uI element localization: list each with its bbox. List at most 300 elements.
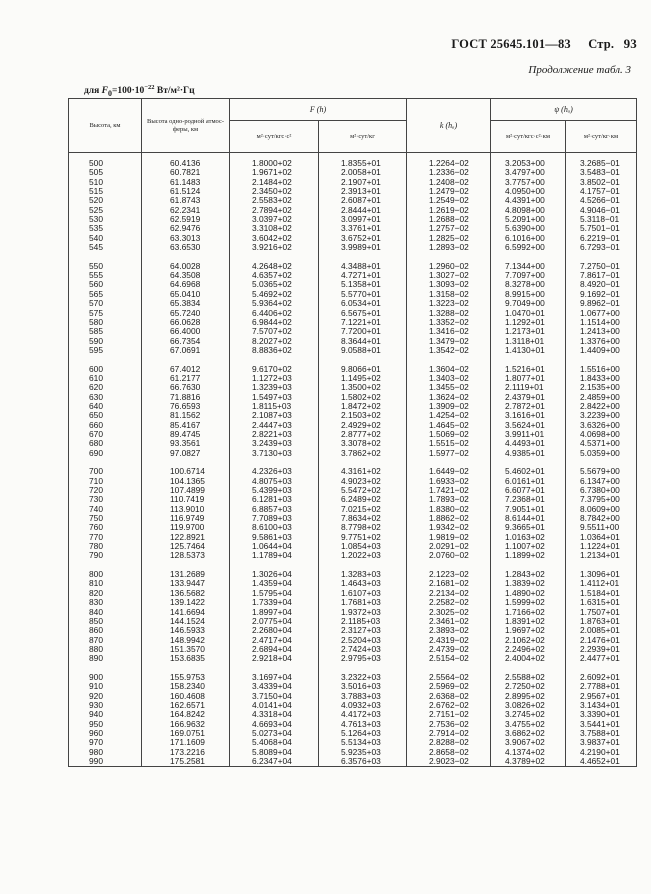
cell-F-kgs: 3.6042+02 bbox=[230, 234, 319, 243]
cell-altitude: 535 bbox=[69, 224, 142, 233]
cell-psi-kgs: 1.9697+02 bbox=[491, 626, 566, 635]
cell-psi-kg: 8.4920−01 bbox=[566, 280, 637, 289]
cell-homogeneous-height: 66.7354 bbox=[142, 337, 230, 346]
cell-psi-kg: 3.5441+01 bbox=[566, 720, 637, 729]
cell-F-kg: 1.9372+03 bbox=[319, 608, 407, 617]
cell-homogeneous-height: 89.4745 bbox=[142, 430, 230, 439]
cell-altitude: 530 bbox=[69, 215, 142, 224]
cell-k: 1.3223−02 bbox=[407, 299, 491, 308]
cell-F-kg: 9.0588+01 bbox=[319, 346, 407, 355]
cell-F-kg: 3.3078+02 bbox=[319, 439, 407, 448]
cell-psi-kgs: 3.2053+00 bbox=[491, 153, 566, 169]
cell-F-kgs: 9.5861+03 bbox=[230, 533, 319, 542]
cell-homogeneous-height: 110.7419 bbox=[142, 495, 230, 504]
table-row bbox=[69, 551, 637, 560]
cell-homogeneous-height: 76.6593 bbox=[142, 402, 230, 411]
cell-F-kgs: 5.4068+04 bbox=[230, 738, 319, 747]
cell-k: 1.7421−02 bbox=[407, 486, 491, 495]
cell-altitude: 570 bbox=[69, 299, 142, 308]
cell-psi-kgs: 6.5992+00 bbox=[491, 243, 566, 252]
cell-homogeneous-height: 136.5682 bbox=[142, 589, 230, 598]
cell-F-kgs: 3.4339+04 bbox=[230, 682, 319, 691]
cell-F-kg: 9.7751+02 bbox=[319, 533, 407, 542]
cell-psi-kgs: 1.1007+02 bbox=[491, 542, 566, 551]
cell-altitude: 545 bbox=[69, 243, 142, 252]
cell-psi-kg: 2.0085+01 bbox=[566, 626, 637, 635]
col-header-psi-unit2: м²·сут/кг·км bbox=[566, 121, 637, 153]
cell-psi-kg: 6.2219−01 bbox=[566, 234, 637, 243]
cell-altitude: 585 bbox=[69, 327, 142, 336]
cell-F-kgs: 4.2648+02 bbox=[230, 262, 319, 271]
cell-altitude: 760 bbox=[69, 523, 142, 532]
cell-psi-kg: 3.5483−01 bbox=[566, 168, 637, 177]
cell-altitude: 540 bbox=[69, 234, 142, 243]
cell-k: 1.7893−02 bbox=[407, 495, 491, 504]
cell-psi-kgs: 3.4797+00 bbox=[491, 168, 566, 177]
cell-F-kg: 6.3576+03 bbox=[319, 757, 407, 767]
cell-psi-kgs: 1.5999+02 bbox=[491, 598, 566, 607]
cell-psi-kg: 3.3390+01 bbox=[566, 710, 637, 719]
cell-altitude: 790 bbox=[69, 551, 142, 560]
cell-F-kg: 3.9989+01 bbox=[319, 243, 407, 252]
cell-F-kgs: 2.4717+04 bbox=[230, 636, 319, 645]
cell-psi-kgs: 1.0470+01 bbox=[491, 309, 566, 318]
cell-homogeneous-height: 153.6835 bbox=[142, 654, 230, 663]
cell-psi-kg: 3.8502−01 bbox=[566, 178, 637, 187]
cell-homogeneous-height: 171.1609 bbox=[142, 738, 230, 747]
col-header-F-unit2: м²·сут/кг bbox=[319, 121, 407, 153]
cell-psi-kg: 1.2413+00 bbox=[566, 327, 637, 336]
cell-psi-kg: 6.7293−01 bbox=[566, 243, 637, 252]
cell-homogeneous-height: 66.7630 bbox=[142, 383, 230, 392]
cell-homogeneous-height: 60.4136 bbox=[142, 153, 230, 169]
cell-altitude: 525 bbox=[69, 206, 142, 215]
cell-F-kg: 5.1358+01 bbox=[319, 280, 407, 289]
cell-k: 1.3093−02 bbox=[407, 280, 491, 289]
col-header-F: F (h) bbox=[230, 99, 407, 121]
cell-altitude: 505 bbox=[69, 168, 142, 177]
cell-F-kgs: 1.0644+04 bbox=[230, 542, 319, 551]
cell-F-kg: 7.8634+02 bbox=[319, 514, 407, 523]
cell-psi-kgs: 1.1292+01 bbox=[491, 318, 566, 327]
cell-k: 1.2336−02 bbox=[407, 168, 491, 177]
cell-k: 1.2264−02 bbox=[407, 153, 491, 169]
cell-homogeneous-height: 146.5933 bbox=[142, 626, 230, 635]
cell-k: 2.2134−02 bbox=[407, 589, 491, 598]
cell-F-kgs: 3.3108+02 bbox=[230, 224, 319, 233]
cell-F-kg: 4.9023+02 bbox=[319, 477, 407, 486]
col-header-psi: ψ (hₐ) bbox=[491, 99, 637, 121]
cell-homogeneous-height: 151.3570 bbox=[142, 645, 230, 654]
cell-psi-kg: 4.5266−01 bbox=[566, 196, 637, 205]
cell-psi-kgs: 6.1016+00 bbox=[491, 234, 566, 243]
cell-F-kg: 7.0215+02 bbox=[319, 505, 407, 514]
cell-psi-kg: 3.7588+01 bbox=[566, 729, 637, 738]
cell-F-kg: 9.8066+01 bbox=[319, 365, 407, 374]
cell-homogeneous-height: 169.0751 bbox=[142, 729, 230, 738]
cell-psi-kgs: 8.6144+01 bbox=[491, 514, 566, 523]
cell-altitude: 800 bbox=[69, 570, 142, 579]
cell-k: 1.2757−02 bbox=[407, 224, 491, 233]
cell-homogeneous-height: 62.9476 bbox=[142, 224, 230, 233]
cell-homogeneous-height: 128.5373 bbox=[142, 551, 230, 560]
cell-F-kgs: 2.8221+03 bbox=[230, 430, 319, 439]
cell-homogeneous-height: 85.4167 bbox=[142, 421, 230, 430]
cell-homogeneous-height: 164.8242 bbox=[142, 710, 230, 719]
cell-altitude: 550 bbox=[69, 262, 142, 271]
cell-psi-kgs: 3.6862+02 bbox=[491, 729, 566, 738]
cell-k: 1.5977−02 bbox=[407, 449, 491, 458]
cell-F-kgs: 2.1484+02 bbox=[230, 178, 319, 187]
cell-k: 2.6368−02 bbox=[407, 692, 491, 701]
cell-psi-kgs: 4.0950+00 bbox=[491, 187, 566, 196]
cell-altitude: 850 bbox=[69, 617, 142, 626]
cell-altitude: 555 bbox=[69, 271, 142, 280]
col-header-altitude: Высота, км bbox=[69, 99, 142, 153]
cell-F-kgs: 6.4406+02 bbox=[230, 309, 319, 318]
cell-F-kgs: 2.5583+02 bbox=[230, 196, 319, 205]
cell-homogeneous-height: 116.9749 bbox=[142, 514, 230, 523]
cell-F-kgs: 1.5795+04 bbox=[230, 589, 319, 598]
cell-F-kg: 6.0534+01 bbox=[319, 299, 407, 308]
cell-psi-kgs: 1.4890+02 bbox=[491, 589, 566, 598]
cell-F-kgs: 1.3239+03 bbox=[230, 383, 319, 392]
cell-altitude: 510 bbox=[69, 178, 142, 187]
cell-F-kg: 4.7271+01 bbox=[319, 271, 407, 280]
cell-F-kg: 2.7424+03 bbox=[319, 645, 407, 654]
cell-k: 1.3403−02 bbox=[407, 374, 491, 383]
cell-F-kgs: 6.9844+02 bbox=[230, 318, 319, 327]
table-row bbox=[69, 243, 637, 252]
cell-F-kg: 7.1221+01 bbox=[319, 318, 407, 327]
cell-psi-kgs: 3.0826+02 bbox=[491, 701, 566, 710]
cell-psi-kgs: 4.8098+00 bbox=[491, 206, 566, 215]
cell-F-kg: 3.5016+03 bbox=[319, 682, 407, 691]
cell-psi-kgs: 2.5588+02 bbox=[491, 673, 566, 682]
cell-homogeneous-height: 62.2341 bbox=[142, 206, 230, 215]
cell-k: 2.9023−02 bbox=[407, 757, 491, 767]
cell-homogeneous-height: 144.1524 bbox=[142, 617, 230, 626]
cell-homogeneous-height: 61.2177 bbox=[142, 374, 230, 383]
cell-psi-kg: 5.7501−01 bbox=[566, 224, 637, 233]
cell-F-kgs: 1.1789+04 bbox=[230, 551, 319, 560]
cell-F-kgs: 1.7339+04 bbox=[230, 598, 319, 607]
cell-psi-kgs: 1.8391+02 bbox=[491, 617, 566, 626]
cell-k: 1.3352−02 bbox=[407, 318, 491, 327]
cell-psi-kg: 1.1224+01 bbox=[566, 542, 637, 551]
cell-homogeneous-height: 63.3013 bbox=[142, 234, 230, 243]
cell-psi-kgs: 3.1616+01 bbox=[491, 411, 566, 420]
cell-k: 1.3479−02 bbox=[407, 337, 491, 346]
cell-homogeneous-height: 166.9632 bbox=[142, 720, 230, 729]
cell-homogeneous-height: 64.3508 bbox=[142, 271, 230, 280]
cell-F-kgs: 1.9671+02 bbox=[230, 168, 319, 177]
cell-altitude: 580 bbox=[69, 318, 142, 327]
cell-psi-kg: 9.1692−01 bbox=[566, 290, 637, 299]
cell-F-kg: 1.7681+03 bbox=[319, 598, 407, 607]
cell-F-kgs: 5.4399+03 bbox=[230, 486, 319, 495]
cell-homogeneous-height: 81.1562 bbox=[142, 411, 230, 420]
cell-altitude: 600 bbox=[69, 365, 142, 374]
cell-psi-kgs: 1.4130+01 bbox=[491, 346, 566, 355]
cell-altitude: 870 bbox=[69, 636, 142, 645]
cell-altitude: 770 bbox=[69, 533, 142, 542]
cell-k: 2.8288−02 bbox=[407, 738, 491, 747]
cell-F-kg: 4.0932+03 bbox=[319, 701, 407, 710]
cell-altitude: 620 bbox=[69, 383, 142, 392]
cell-F-kg: 5.1264+03 bbox=[319, 729, 407, 738]
cell-F-kg: 1.0854+03 bbox=[319, 542, 407, 551]
cell-homogeneous-height: 131.2689 bbox=[142, 570, 230, 579]
cell-F-kgs: 2.9218+04 bbox=[230, 654, 319, 663]
cell-psi-kg: 7.2750−01 bbox=[566, 262, 637, 271]
cell-psi-kg: 1.6315+01 bbox=[566, 598, 637, 607]
cell-F-kg: 2.4929+02 bbox=[319, 421, 407, 430]
cell-altitude: 930 bbox=[69, 701, 142, 710]
cell-psi-kgs: 3.7757+00 bbox=[491, 178, 566, 187]
cell-homogeneous-height: 162.6571 bbox=[142, 701, 230, 710]
cell-F-kgs: 7.7089+03 bbox=[230, 514, 319, 523]
cell-homogeneous-height: 155.9753 bbox=[142, 673, 230, 682]
cell-psi-kg: 2.6092+01 bbox=[566, 673, 637, 682]
cell-psi-kgs: 1.2173+01 bbox=[491, 327, 566, 336]
cell-k: 1.3604−02 bbox=[407, 365, 491, 374]
cell-psi-kgs: 1.3839+02 bbox=[491, 579, 566, 588]
cell-altitude: 610 bbox=[69, 374, 142, 383]
cell-psi-kgs: 2.7872+01 bbox=[491, 402, 566, 411]
cell-k: 2.8658−02 bbox=[407, 748, 491, 757]
cell-altitude: 700 bbox=[69, 467, 142, 476]
cell-k: 1.3416−02 bbox=[407, 327, 491, 336]
cell-F-kg: 3.3761+01 bbox=[319, 224, 407, 233]
cell-k: 1.5069−02 bbox=[407, 430, 491, 439]
cell-altitude: 750 bbox=[69, 514, 142, 523]
cell-psi-kg: 1.8433+00 bbox=[566, 374, 637, 383]
cell-F-kgs: 2.2680+04 bbox=[230, 626, 319, 635]
cell-psi-kgs: 4.4391+00 bbox=[491, 196, 566, 205]
cell-psi-kg: 3.6326+00 bbox=[566, 421, 637, 430]
cell-altitude: 830 bbox=[69, 598, 142, 607]
cell-homogeneous-height: 66.4000 bbox=[142, 327, 230, 336]
cell-k: 1.9819−02 bbox=[407, 533, 491, 542]
cell-altitude: 940 bbox=[69, 710, 142, 719]
cell-F-kgs: 1.4359+04 bbox=[230, 579, 319, 588]
cell-F-kg: 6.5675+01 bbox=[319, 309, 407, 318]
cell-homogeneous-height: 61.5124 bbox=[142, 187, 230, 196]
table-condition: для $F_0=100\cdot 10^{-22}$ Вт/м²·Гц bbox=[84, 84, 195, 99]
cell-k: 2.5969−02 bbox=[407, 682, 491, 691]
cell-altitude: 860 bbox=[69, 626, 142, 635]
cell-psi-kgs: 7.1344+00 bbox=[491, 262, 566, 271]
cell-F-kg: 1.5802+02 bbox=[319, 393, 407, 402]
cell-F-kgs: 4.6357+02 bbox=[230, 271, 319, 280]
cell-F-kgs: 5.4692+02 bbox=[230, 290, 319, 299]
cell-altitude: 650 bbox=[69, 411, 142, 420]
cell-psi-kg: 1.2134+01 bbox=[566, 551, 637, 560]
cell-F-kg: 2.6087+01 bbox=[319, 196, 407, 205]
cell-psi-kg: 1.5516+00 bbox=[566, 365, 637, 374]
cell-psi-kg: 1.3096+01 bbox=[566, 570, 637, 579]
cell-psi-kgs: 9.7049+00 bbox=[491, 299, 566, 308]
cell-altitude: 840 bbox=[69, 608, 142, 617]
cell-F-kgs: 1.3026+04 bbox=[230, 570, 319, 579]
cell-psi-kgs: 3.9911+01 bbox=[491, 430, 566, 439]
cell-altitude: 670 bbox=[69, 430, 142, 439]
cell-F-kg: 8.3644+01 bbox=[319, 337, 407, 346]
cell-psi-kgs: 2.4379+01 bbox=[491, 393, 566, 402]
cell-altitude: 730 bbox=[69, 495, 142, 504]
cell-altitude: 500 bbox=[69, 153, 142, 169]
cell-k: 2.3025−02 bbox=[407, 608, 491, 617]
cell-F-kg: 5.5472+02 bbox=[319, 486, 407, 495]
cell-F-kg: 2.1185+03 bbox=[319, 617, 407, 626]
cell-psi-kg: 2.4477+01 bbox=[566, 654, 637, 663]
cell-F-kgs: 1.1272+03 bbox=[230, 374, 319, 383]
cell-homogeneous-height: 125.7464 bbox=[142, 542, 230, 551]
cell-psi-kg: 2.4859+00 bbox=[566, 393, 637, 402]
cell-k: 1.2408−02 bbox=[407, 178, 491, 187]
cell-psi-kgs: 4.3789+02 bbox=[491, 757, 566, 767]
cell-k: 2.5564−02 bbox=[407, 673, 491, 682]
cell-psi-kg: 5.0359+00 bbox=[566, 449, 637, 458]
table-row bbox=[69, 654, 637, 663]
cell-F-kg: 1.1495+02 bbox=[319, 374, 407, 383]
cell-homogeneous-height: 71.8816 bbox=[142, 393, 230, 402]
page-header bbox=[451, 36, 637, 52]
cell-k: 2.2582−02 bbox=[407, 598, 491, 607]
cell-F-kgs: 5.8089+04 bbox=[230, 748, 319, 757]
cell-k: 1.3288−02 bbox=[407, 309, 491, 318]
cell-homogeneous-height: 61.1483 bbox=[142, 178, 230, 187]
cell-F-kgs: 3.1697+04 bbox=[230, 673, 319, 682]
cell-homogeneous-height: 65.0410 bbox=[142, 290, 230, 299]
cell-psi-kgs: 1.1899+02 bbox=[491, 551, 566, 560]
cell-homogeneous-height: 119.9700 bbox=[142, 523, 230, 532]
cell-F-kgs: 2.1087+03 bbox=[230, 411, 319, 420]
cell-k: 1.5515−02 bbox=[407, 439, 491, 448]
cell-homogeneous-height: 93.3561 bbox=[142, 439, 230, 448]
cell-F-kg: 2.1907+01 bbox=[319, 178, 407, 187]
cell-psi-kgs: 8.9915+00 bbox=[491, 290, 566, 299]
cell-altitude: 560 bbox=[69, 280, 142, 289]
cell-psi-kgs: 2.4004+02 bbox=[491, 654, 566, 663]
cell-k: 2.1681−02 bbox=[407, 579, 491, 588]
cell-k: 1.6933−02 bbox=[407, 477, 491, 486]
cell-psi-kg: 9.5511+00 bbox=[566, 523, 637, 532]
cell-k: 1.4645−02 bbox=[407, 421, 491, 430]
table-row bbox=[69, 449, 637, 458]
cell-psi-kg: 5.3118−01 bbox=[566, 215, 637, 224]
cell-F-kgs: 4.3318+04 bbox=[230, 710, 319, 719]
cell-psi-kgs: 3.9067+02 bbox=[491, 738, 566, 747]
cell-altitude: 690 bbox=[69, 449, 142, 458]
cell-homogeneous-height: 62.5919 bbox=[142, 215, 230, 224]
cell-psi-kg: 1.4112+01 bbox=[566, 579, 637, 588]
cell-F-kg: 4.3161+02 bbox=[319, 467, 407, 476]
cell-psi-kg: 3.2239+00 bbox=[566, 411, 637, 420]
cell-homogeneous-height: 63.6530 bbox=[142, 243, 230, 252]
cell-altitude: 590 bbox=[69, 337, 142, 346]
cell-psi-kg: 4.4652+01 bbox=[566, 757, 637, 767]
cell-homogeneous-height: 64.6968 bbox=[142, 280, 230, 289]
cell-psi-kgs: 2.8995+02 bbox=[491, 692, 566, 701]
cell-psi-kgs: 7.2368+01 bbox=[491, 495, 566, 504]
cell-F-kg: 3.7883+03 bbox=[319, 692, 407, 701]
cell-F-kg: 2.8444+01 bbox=[319, 206, 407, 215]
cell-k: 1.3158−02 bbox=[407, 290, 491, 299]
cell-F-kgs: 5.0273+04 bbox=[230, 729, 319, 738]
cell-F-kgs: 2.6894+04 bbox=[230, 645, 319, 654]
cell-psi-kgs: 5.4602+01 bbox=[491, 467, 566, 476]
cell-altitude: 820 bbox=[69, 589, 142, 598]
cell-psi-kgs: 7.9051+01 bbox=[491, 505, 566, 514]
cell-psi-kgs: 1.5216+01 bbox=[491, 365, 566, 374]
table-continuation-note: Продолжение табл. 3 bbox=[528, 64, 631, 76]
cell-psi-kg: 2.7788+01 bbox=[566, 682, 637, 691]
cell-psi-kg: 1.3376+00 bbox=[566, 337, 637, 346]
cell-altitude: 890 bbox=[69, 654, 142, 663]
cell-F-kg: 2.3913+01 bbox=[319, 187, 407, 196]
cell-F-kg: 2.9795+03 bbox=[319, 654, 407, 663]
cell-homogeneous-height: 104.1365 bbox=[142, 477, 230, 486]
col-header-homogeneous-height: Высота одно-родной атмос-феры, км bbox=[142, 99, 230, 153]
table-body bbox=[69, 153, 637, 767]
cell-psi-kg: 2.8422+00 bbox=[566, 402, 637, 411]
cell-homogeneous-height: 66.0628 bbox=[142, 318, 230, 327]
cell-F-kgs: 5.0365+02 bbox=[230, 280, 319, 289]
cell-F-kgs: 1.8997+04 bbox=[230, 608, 319, 617]
cell-F-kg: 5.9235+03 bbox=[319, 748, 407, 757]
cell-psi-kg: 1.1514+00 bbox=[566, 318, 637, 327]
standard-code: ГОСТ 25645.101—83 bbox=[451, 37, 571, 51]
cell-altitude: 740 bbox=[69, 505, 142, 514]
table-row bbox=[69, 153, 637, 169]
cell-F-kg: 1.3283+03 bbox=[319, 570, 407, 579]
cell-k: 2.7151−02 bbox=[407, 710, 491, 719]
cell-psi-kg: 2.1535+00 bbox=[566, 383, 637, 392]
cell-altitude: 595 bbox=[69, 346, 142, 355]
cell-psi-kg: 2.2939+01 bbox=[566, 645, 637, 654]
cell-F-kg: 2.8777+02 bbox=[319, 430, 407, 439]
cell-psi-kg: 4.0698+00 bbox=[566, 430, 637, 439]
cell-homogeneous-height: 65.3834 bbox=[142, 299, 230, 308]
cell-psi-kg: 1.7507+01 bbox=[566, 608, 637, 617]
cell-psi-kg: 8.7842+00 bbox=[566, 514, 637, 523]
cell-altitude: 810 bbox=[69, 579, 142, 588]
cell-homogeneous-height: 139.1422 bbox=[142, 598, 230, 607]
cell-psi-kg: 1.8763+01 bbox=[566, 617, 637, 626]
cell-F-kg: 8.7798+02 bbox=[319, 523, 407, 532]
cell-psi-kg: 4.9046−01 bbox=[566, 206, 637, 215]
cell-psi-kg: 1.4409+00 bbox=[566, 346, 637, 355]
cell-k: 2.7536−02 bbox=[407, 720, 491, 729]
cell-F-kg: 3.7862+02 bbox=[319, 449, 407, 458]
table-row bbox=[69, 757, 637, 767]
cell-psi-kgs: 3.4755+02 bbox=[491, 720, 566, 729]
cell-psi-kg: 3.9837+01 bbox=[566, 738, 637, 747]
cell-k: 2.5154−02 bbox=[407, 654, 491, 663]
cell-homogeneous-height: 175.2581 bbox=[142, 757, 230, 767]
cell-altitude: 565 bbox=[69, 290, 142, 299]
cell-altitude: 515 bbox=[69, 187, 142, 196]
cell-F-kgs: 4.2326+03 bbox=[230, 467, 319, 476]
cell-F-kgs: 3.7130+03 bbox=[230, 449, 319, 458]
cell-homogeneous-height: 160.4608 bbox=[142, 692, 230, 701]
cell-F-kgs: 3.7150+04 bbox=[230, 692, 319, 701]
cell-altitude: 680 bbox=[69, 439, 142, 448]
cell-altitude: 980 bbox=[69, 748, 142, 757]
cell-F-kg: 1.6107+03 bbox=[319, 589, 407, 598]
